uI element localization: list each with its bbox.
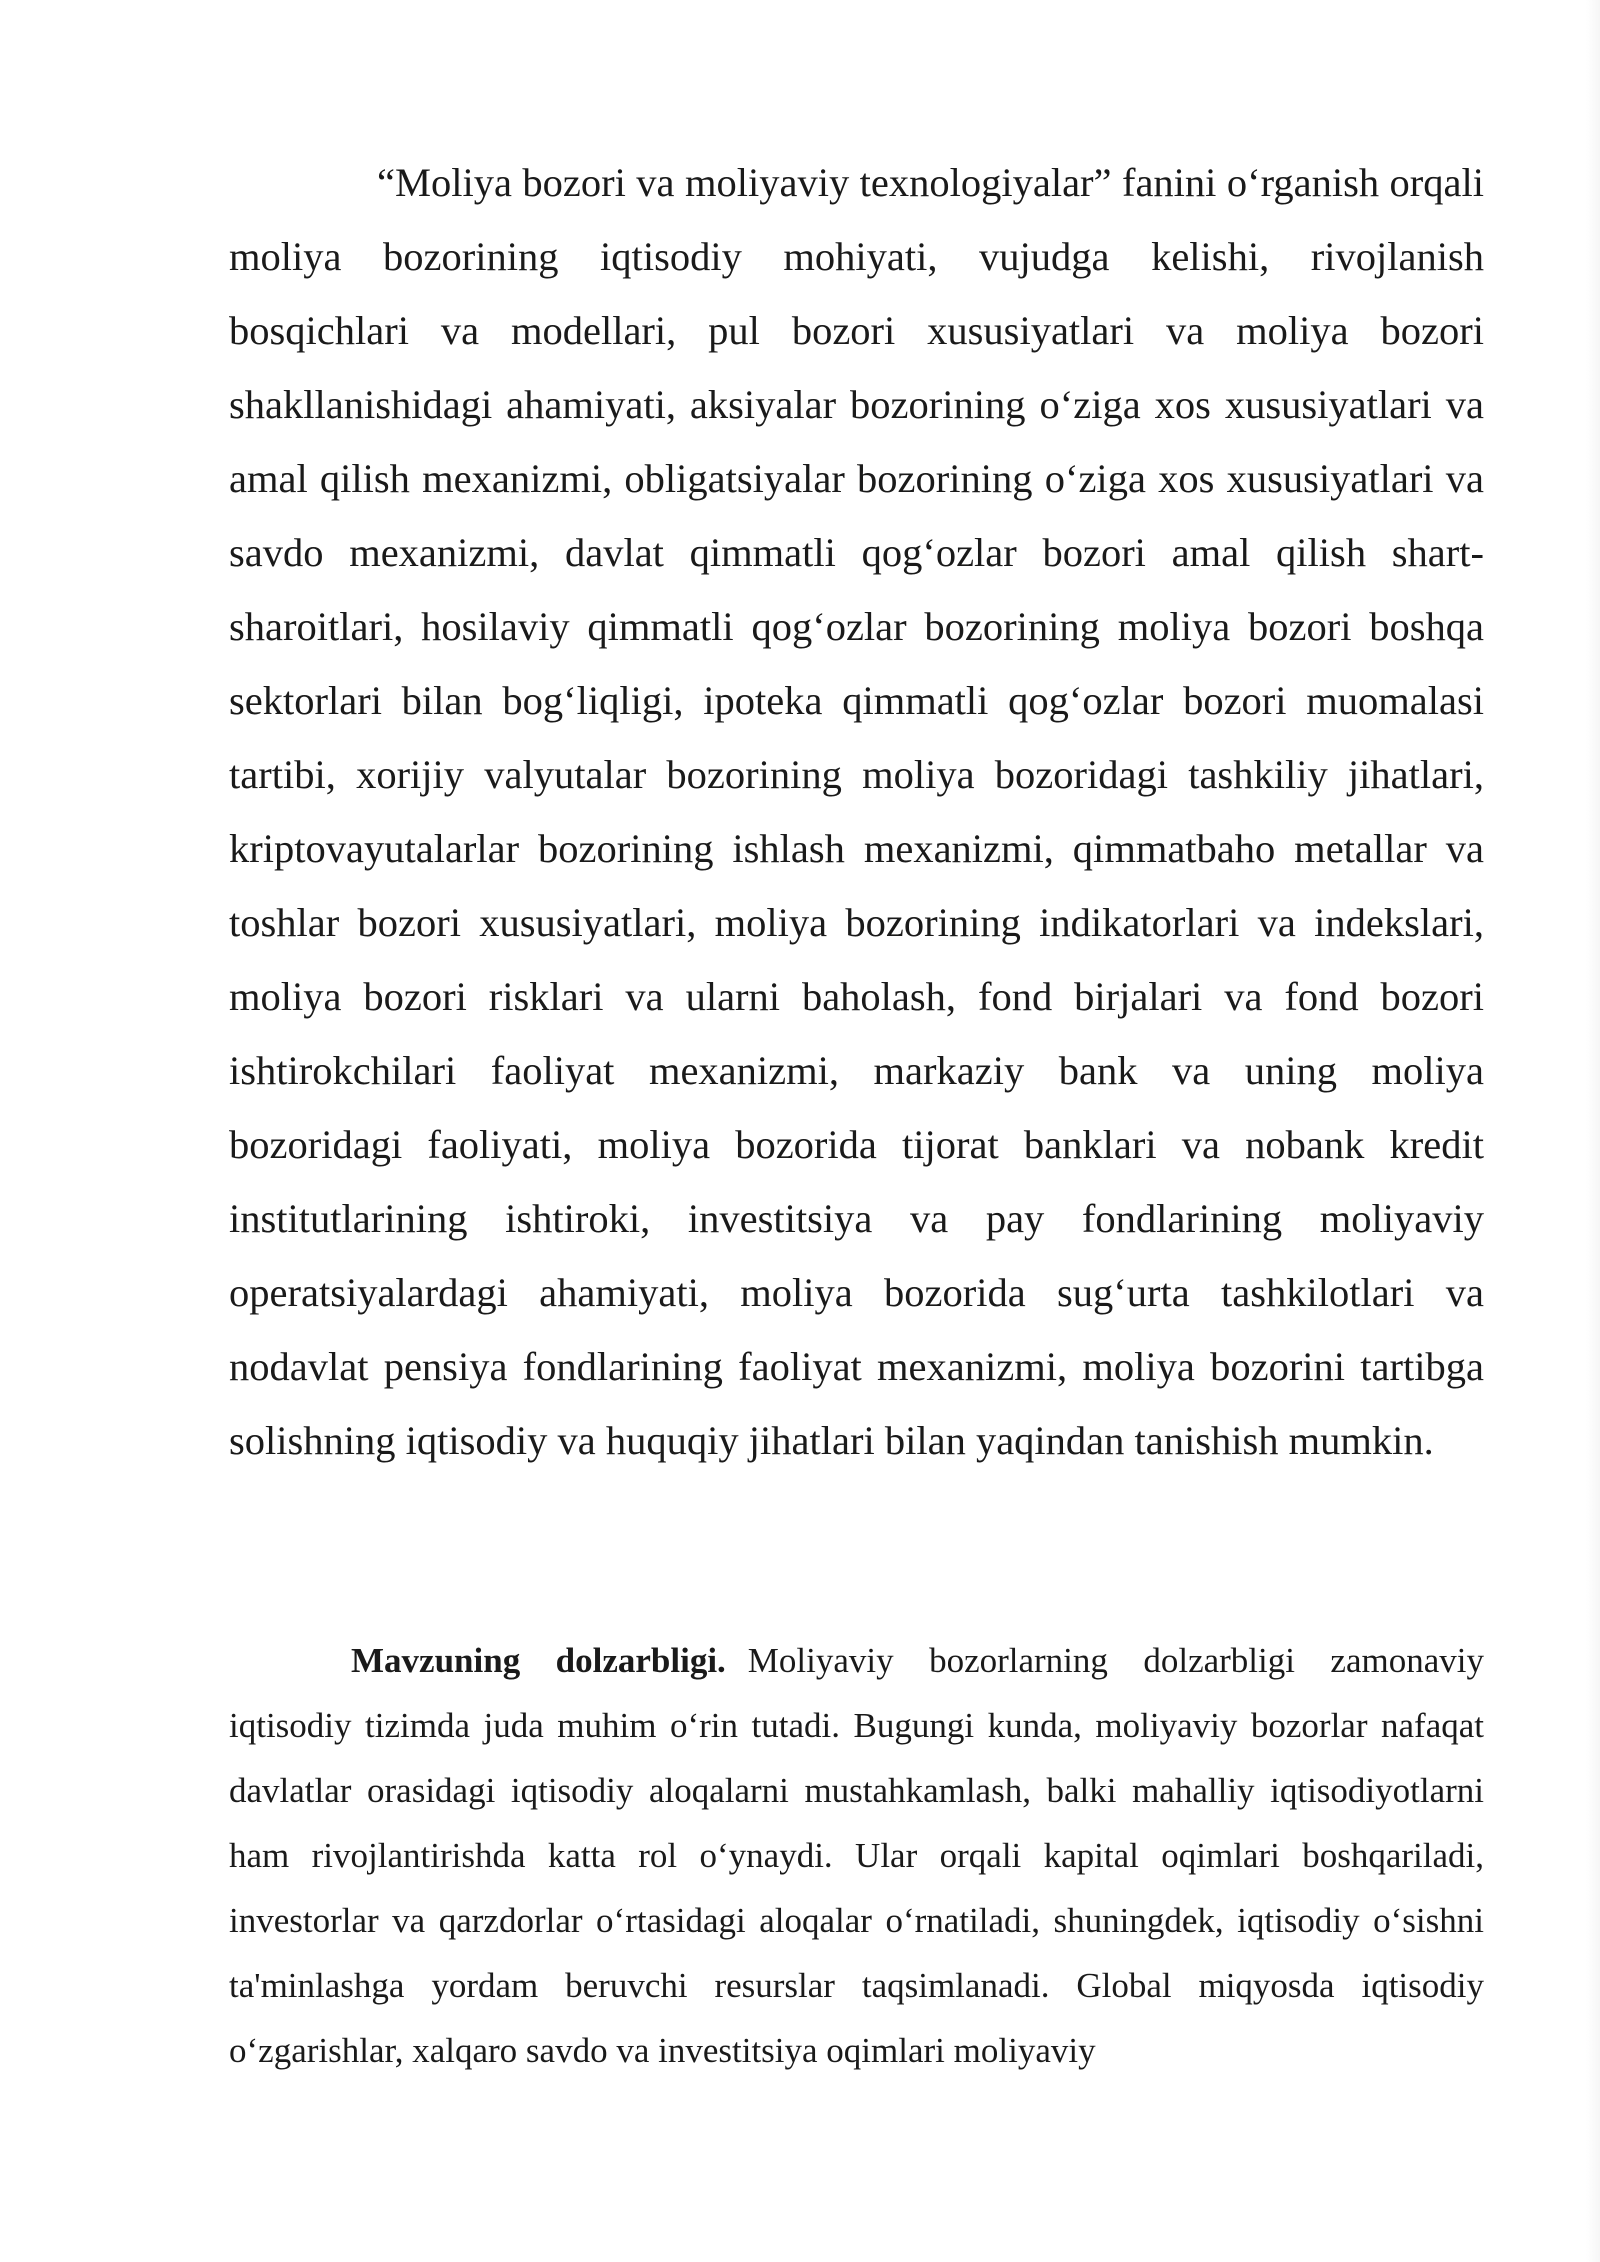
section-heading: Mavzuning dolzarbligi. <box>351 1641 726 1680</box>
body-paragraph-relevance <box>229 1628 1484 2083</box>
relevance-text: Moliyaviy bozorlarning dolzarbligi zamonaviy iqtisodiy tizimda juda muhim o‘rin tutadi. Bugungi kunda, moliyaviy bozorlar nafaqat davlatlar orasidagi iqtisodiy aloqalarni mustahkamlash, balki mahalliy iqtisodiyotlarni ham rivojlantirishda katta rol o‘ynaydi. Ular orqali kapital oqimlari boshqariladi, investorlar va qarzdorlar o‘rtasidagi aloqalar o‘rnatiladi, shuningdek, iqtisodiy o‘sishni ta'minlashga yordam beruvchi resurslar taqsimlanadi. Global miqyosda iqtisodiy o‘zgarishlar, xalqaro savdo va investitsiya oqimlari moliyaviy <box>229 1641 1484 2070</box>
body-paragraph-intro: “Moliya bozori va moliyaviy texnologiyalar” fanini o‘rganish orqali moliya bozorining iqtisodiy mohiyati, vujudga kelishi, rivojlanish bosqichlari va modellari, pul bozori xususiyatlari va moliya bozori shakllanishidagi ahamiyati, aksiyalar bozorining o‘ziga xos xususiyatlari va amal qilish mexanizmi, obligatsiyalar bozorining o‘ziga xos xususiyatlari va savdo mexanizmi, davlat qimmatli qog‘ozlar bozori amal qilish shart-sharoitlari, hosilaviy qimmatli qog‘ozlar bozorining moliya bozori boshqa sektorlari bilan bog‘liqligi, ipoteka qimmatli qog‘ozlar bozori muomalasi tartibi, xorijiy valyutalar bozorining moliya bozoridagi tashkiliy jihatlari, kriptovayutalarlar bozorining ishlash mexanizmi, qimmatbaho metallar va toshlar bozori xususiyatlari, moliya bozorining indikatorlari va indekslari, moliya bozori risklari va ularni baholash, fond birjalari va fond bozori ishtirokchilari faoliyat mexanizmi, markaziy bank va uning moliya bozoridagi faoliyati, moliya bozorida tijorat banklari va nobank kredit institutlarining ishtiroki, investitsiya va pay fondlarining moliyaviy operatsiyalardagi ahamiyati, moliya bozorida sug‘urta tashkilotlari va nodavlat pensiya fondlarining faoliyat mexanizmi, moliya bozorini tartibga solishning iqtisodiy va huquqiy jihatlari bilan yaqindan tanishish mumkin. <box>229 160 1484 1463</box>
page-edge-shadow <box>1586 0 1600 2262</box>
